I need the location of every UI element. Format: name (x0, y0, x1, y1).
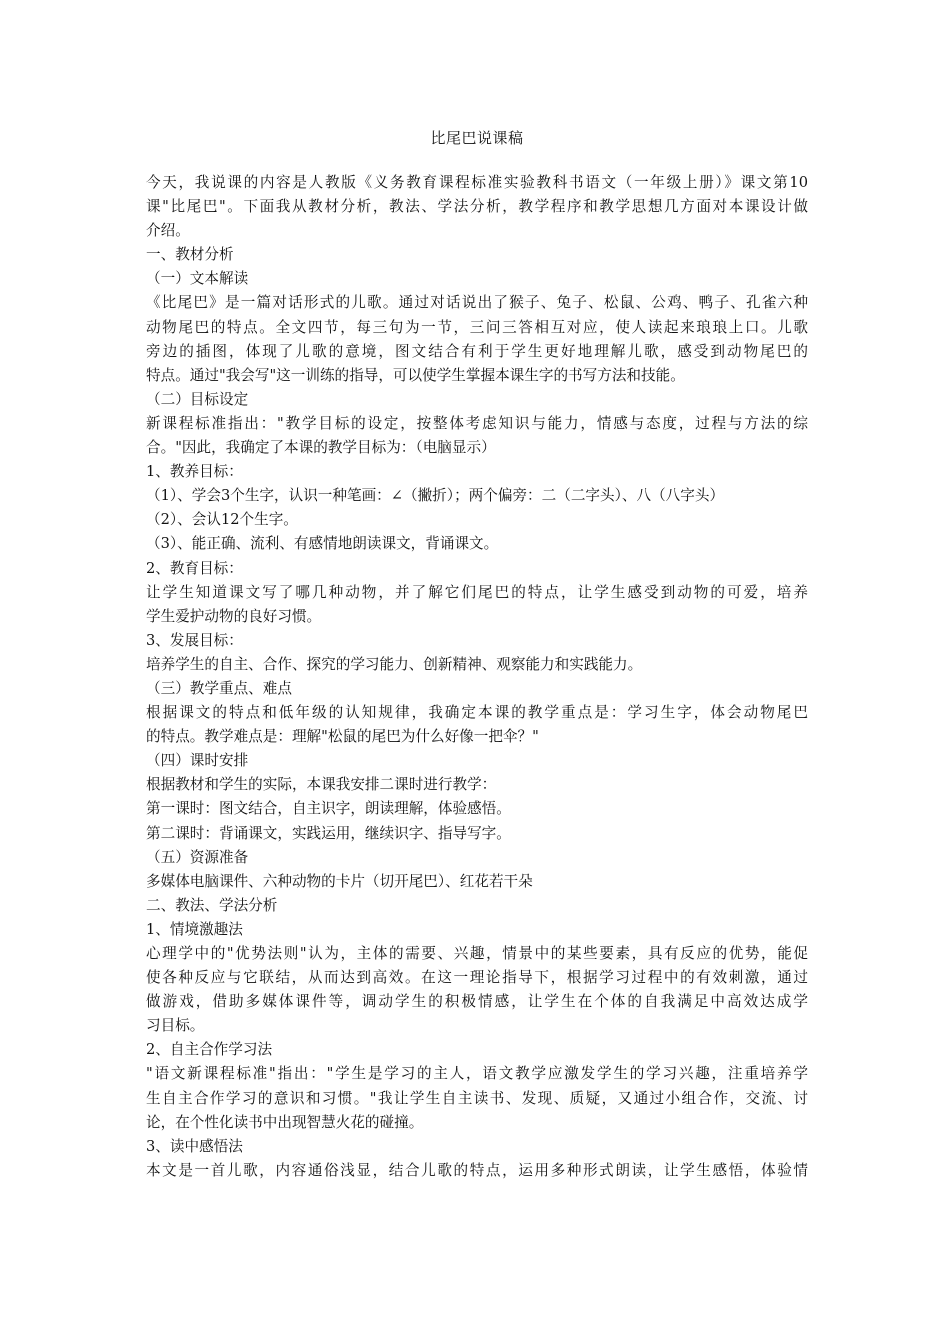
text-line: 1、情境激趣法 (146, 920, 243, 938)
text-line: 特点。通过"我会写"这一训练的指导，可以使学生掌握本课生字的书写方法和技能。 (146, 366, 685, 384)
text-line: 的特点。教学难点是：理解"松鼠的尾巴为什么好像一把伞？" (146, 728, 539, 746)
text-line: 习目标。 (146, 1017, 205, 1035)
text-line: 课"比尾巴"。下面我从教材分析，教法、学法分析，教学程序和教学思想几方面对本课设计做 (146, 198, 808, 216)
text-line: 做游戏，借助多媒体课件等，调动学生的积极情感，让学生在个体的自我满足中高效达成学 (146, 993, 808, 1011)
text-line: 新课程标准指出："教学目标的设定，按整体考虑知识与能力，情感与态度，过程与方法的综 (146, 414, 808, 432)
text-line: 根据教材和学生的实际，本课我安排二课时进行教学： (146, 776, 497, 794)
text-line: 介绍。 (146, 222, 190, 240)
text-line: 合。"因此，我确定了本课的教学目标为：（电脑显示） (146, 439, 496, 457)
text-line: 第一课时：图文结合，自主识字，朗读理解，体验感悟。 (146, 800, 511, 818)
document-title: 比尾巴说课稿 (430, 129, 524, 147)
text-line: "语文新课程标准"指出："学生是学习的主人，语文教学应激发学生的学习兴趣，注重培养学 (146, 1065, 808, 1083)
text-line: （一）文本解读 (146, 270, 249, 288)
text-line: 根据课文的特点和低年级的认知规律，我确定本课的教学重点是：学习生字，体会动物尾巴 (146, 704, 808, 722)
text-line: 论，在个性化读书中出现智慧火花的碰撞。 (146, 1113, 424, 1131)
text-line: （二）目标设定 (146, 390, 249, 408)
text-line: 动物尾巴的特点。全文四节，每三句为一节，三问三答相互对应，使人读起来琅琅上口。儿歌 (146, 318, 808, 336)
text-line: 培养学生的自主、合作、探究的学习能力、创新精神、观察能力和实践能力。 (146, 655, 643, 673)
text-line: 二、教法、学法分析 (146, 896, 278, 914)
text-line: （3）、能正确、流利、有感情地朗读课文，背诵课文。 (146, 535, 499, 553)
text-line: 3、发展目标： (146, 631, 243, 649)
text-line: （三）教学重点、难点 (146, 679, 292, 697)
document-page (146, 125, 808, 1183)
text-line: （1）、学会3个生字，认识一种笔画：∠（撇折）；两个偏旁：二（二字头）、八（八字头） (146, 487, 725, 505)
text-line: 《比尾巴》是一篇对话形式的儿歌。通过对话说出了猴子、兔子、松鼠、公鸡、鸭子、孔雀六种 (146, 294, 808, 312)
text-line: 3、读中感悟法 (146, 1137, 243, 1155)
text-line: 本文是一首儿歌，内容通俗浅显，结合儿歌的特点，运用多种形式朗读，让学生感悟，体验情 (146, 1161, 808, 1179)
text-line: 2、自主合作学习法 (146, 1041, 273, 1059)
text-line: 学生爱护动物的良好习惯。 (146, 607, 322, 625)
text-line: （四）课时安排 (146, 752, 249, 770)
text-line: 多媒体电脑课件、六种动物的卡片（切开尾巴）、红花若干朵 (146, 872, 533, 890)
text-line: 旁边的插图，体现了儿歌的意境，图文结合有利于学生更好地理解儿歌，感受到动物尾巴的 (146, 342, 808, 360)
text-line: 一、教材分析 (146, 246, 234, 264)
document-body (146, 171, 808, 1183)
text-line: 生自主合作学习的意识和习惯。"我让学生自主读书、发现、质疑，又通过小组合作，交流、讨 (146, 1089, 808, 1107)
text-line: 第二课时：背诵课文，实践运用，继续识字、指导写字。 (146, 824, 511, 842)
text-line: （2）、会认12个生字。 (146, 511, 298, 529)
text-line: 使各种反应与它联结，从而达到高效。在这一理论指导下，根据学习过程中的有效刺激，通过 (146, 969, 808, 987)
text-line: 心理学中的"优势法则"认为，主体的需要、兴趣，情景中的某些要素，具有反应的优势，能促 (146, 945, 808, 962)
text-line: 2、教育目标： (146, 559, 243, 577)
text-line: （五）资源准备 (146, 848, 249, 866)
text-line: 今天，我说课的内容是人教版《义务教育课程标准实验教科书语文（一年级上册）》课文第10 (146, 174, 808, 191)
text-line: 1、教养目标： (146, 463, 243, 481)
text-line: 让学生知道课文写了哪几种动物，并了解它们尾巴的特点，让学生感受到动物的可爱，培养 (146, 583, 808, 601)
